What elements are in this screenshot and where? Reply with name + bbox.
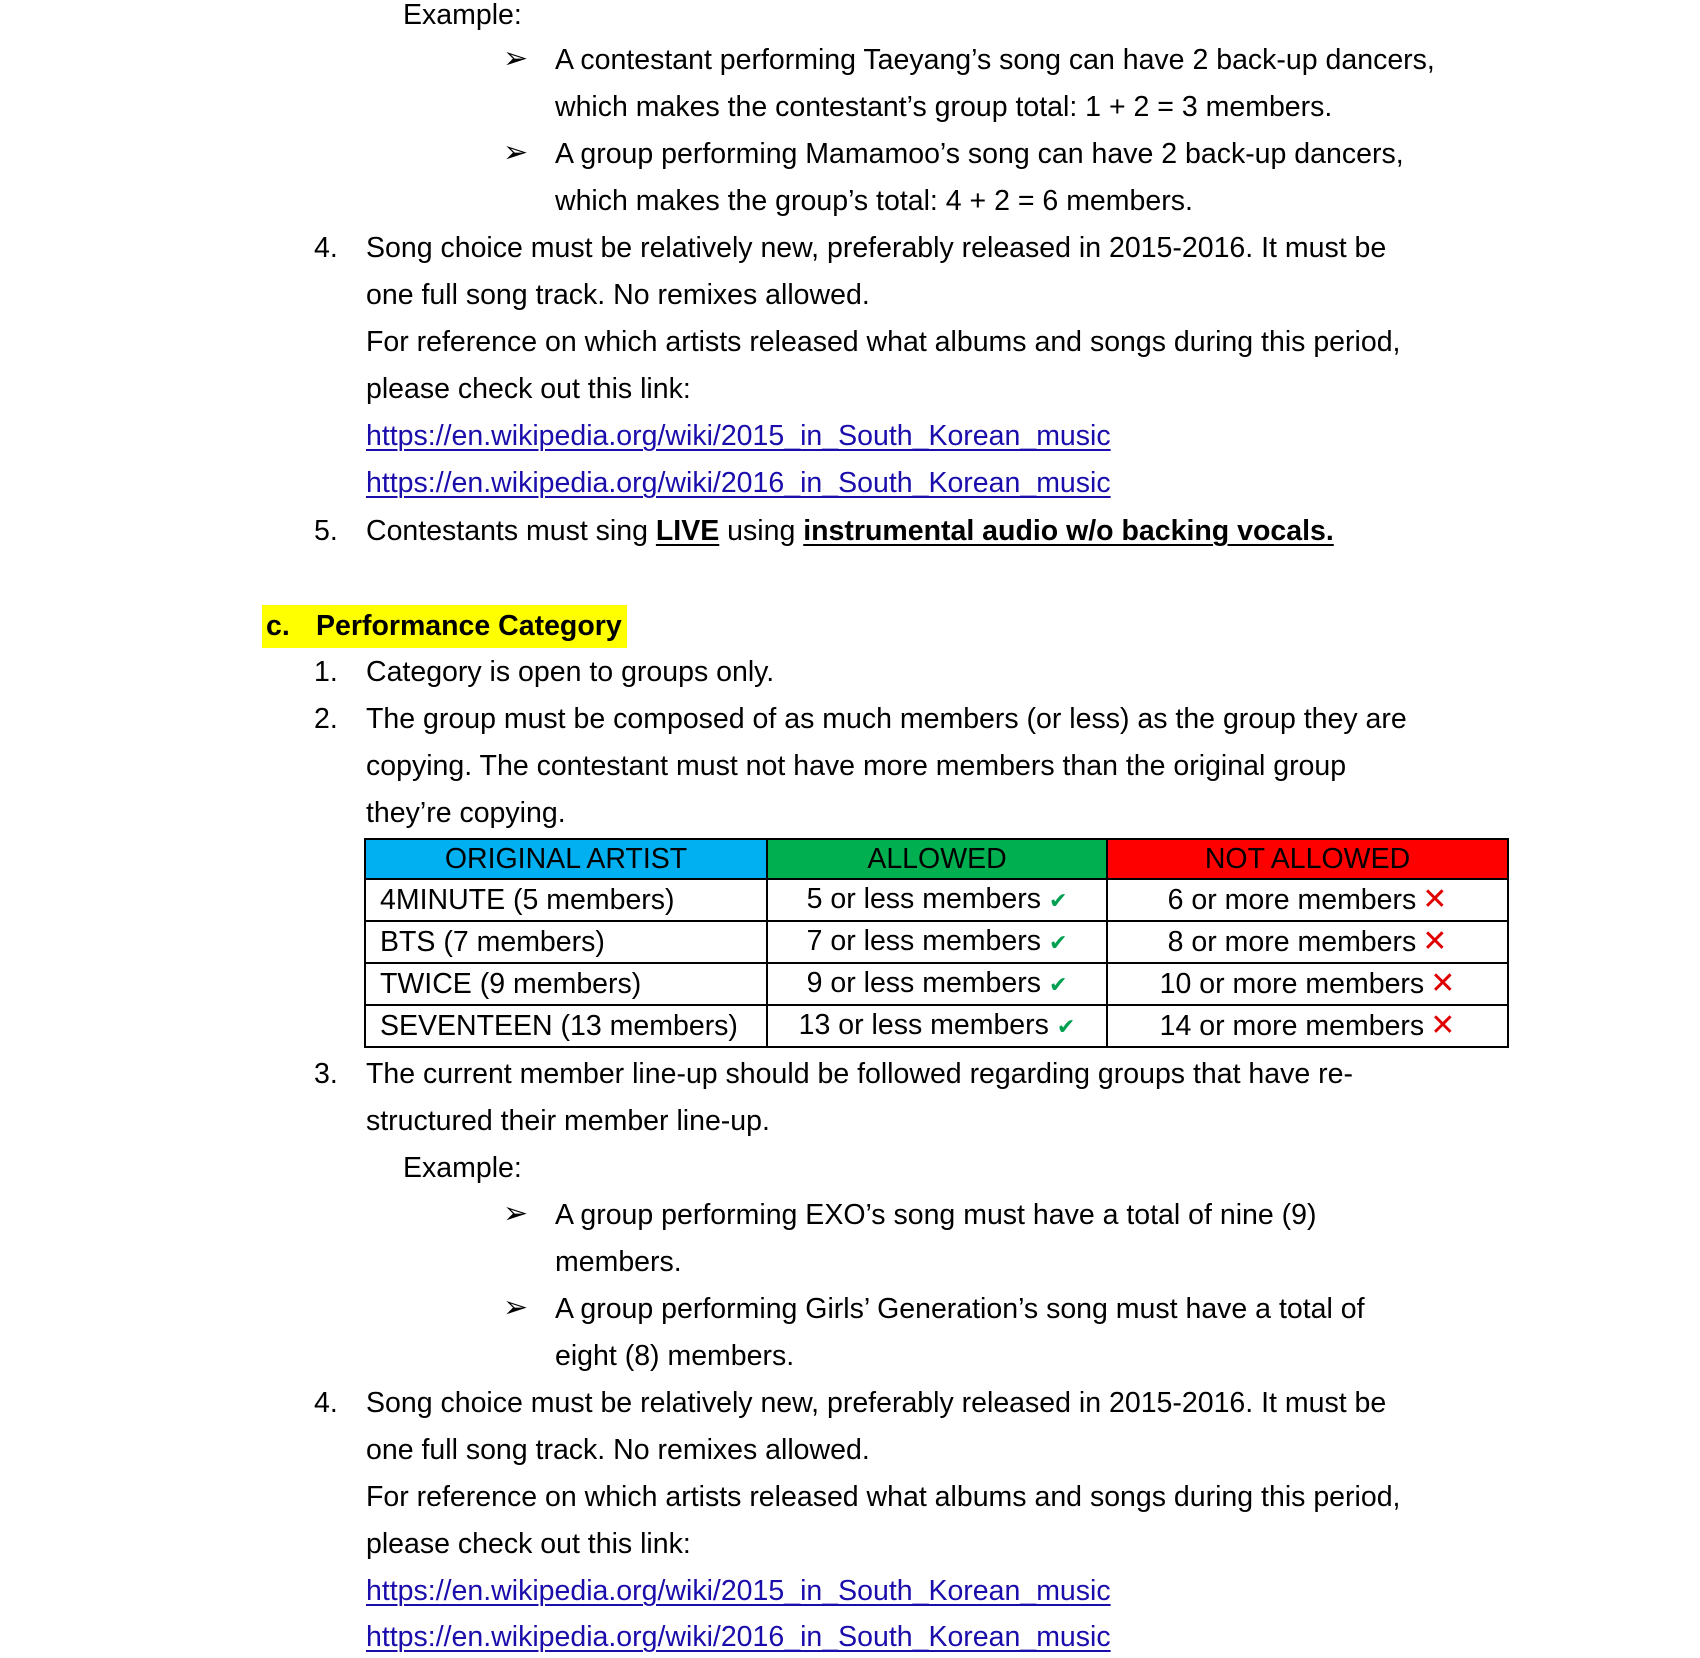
bullet-arrow-icon: ➢ [503, 1197, 529, 1230]
table-row [365, 1005, 1508, 1047]
check-icon: ✔ [1048, 930, 1068, 955]
allowed-cell [767, 1005, 1107, 1047]
allowed-text: 5 or less members [806, 883, 1041, 915]
check-icon: ✔ [1048, 972, 1068, 997]
not-allowed-text: 6 or more members [1167, 884, 1417, 916]
bullet-text: which makes the group’s total: 4 + 2 = 6 members. [555, 185, 1193, 217]
item5-pre: Contestants must sing [366, 515, 648, 547]
list-item-text: structured their member line-up. [366, 1105, 770, 1137]
list-item-text: they’re copying. [366, 797, 566, 829]
bullet-arrow-icon: ➢ [503, 42, 529, 75]
list-item-text: The current member line-up should be followed regarding groups that have re- [366, 1058, 1353, 1090]
allowed-cell [767, 921, 1107, 963]
not-allowed-text: 14 or more members [1159, 1010, 1425, 1042]
not-allowed-cell [1107, 879, 1508, 921]
artist-cell: BTS (7 members) [365, 921, 767, 963]
list-item-text: please check out this link: [366, 373, 691, 405]
list-item-text: copying. The contestant must not have more members than the original group [366, 750, 1347, 782]
cross-icon: ✕ [1422, 883, 1448, 916]
live-emphasis: LIVE [655, 515, 720, 547]
bullet-text: A group performing Girls’ Generation’s song must have a total of [555, 1293, 1365, 1325]
list-item-text: Song choice must be relatively new, preferably released in 2015-2016. It must be [366, 1387, 1387, 1419]
allowed-cell [767, 879, 1107, 921]
not-allowed-cell [1107, 921, 1508, 963]
wiki-link-2015[interactable]: https://en.wikipedia.org/wiki/2015_in_South_Korean_music [366, 1575, 1111, 1607]
artist-cell: TWICE (9 members) [365, 963, 767, 1005]
bullet-text: eight (8) members. [555, 1340, 795, 1372]
header-not-allowed: NOT ALLOWED [1107, 839, 1508, 879]
wiki-link-2016[interactable]: https://en.wikipedia.org/wiki/2016_in_South_Korean_music [366, 1621, 1111, 1653]
list-item-text: one full song track. No remixes allowed. [366, 279, 870, 311]
list-item-text: please check out this link: [366, 1528, 691, 1560]
allowed-text: 7 or less members [806, 925, 1041, 957]
wiki-link-2015[interactable]: https://en.wikipedia.org/wiki/2015_in_South_Korean_music [366, 420, 1111, 452]
bullet-arrow-icon: ➢ [503, 136, 529, 169]
list-item-text: Song choice must be relatively new, preferably released in 2015-2016. It must be [366, 232, 1387, 264]
bullet-text: A group performing Mamamoo’s song can have 2 back-up dancers, [555, 138, 1404, 170]
section-heading [262, 605, 627, 648]
instrumental-emphasis: instrumental audio w/o backing vocals. [803, 515, 1334, 547]
list-number: 4. [314, 232, 338, 264]
bullet-text: A group performing EXO’s song must have a total of nine (9) [555, 1199, 1317, 1231]
list-number: 4. [314, 1387, 338, 1419]
list-number: 2. [314, 703, 338, 735]
section-letter: c. [266, 610, 290, 642]
not-allowed-cell [1107, 1005, 1508, 1047]
header-allowed: ALLOWED [767, 839, 1107, 879]
list-item-text: The group must be composed of as much members (or less) as the group they are [366, 703, 1407, 735]
cross-icon: ✕ [1430, 967, 1456, 1000]
table-row [365, 963, 1508, 1005]
table-row [365, 921, 1508, 963]
not-allowed-cell [1107, 963, 1508, 1005]
item5-mid: using [727, 515, 796, 547]
list-number: 3. [314, 1058, 338, 1090]
example-label: Example: [403, 1152, 522, 1184]
allowed-text: 13 or less members [798, 1009, 1049, 1041]
list-item-text: one full song track. No remixes allowed. [366, 1434, 870, 1466]
bullet-text: which makes the contestant’s group total: 1 + 2 = 3 members. [555, 91, 1333, 123]
cross-icon: ✕ [1430, 1009, 1456, 1042]
list-number: 1. [314, 656, 338, 688]
list-number: 5. [314, 515, 338, 547]
allowed-cell [767, 963, 1107, 1005]
list-item-text [366, 514, 1334, 548]
allowed-text: 9 or less members [806, 967, 1041, 999]
member-limits-table [364, 838, 1509, 1048]
bullet-text: members. [555, 1246, 682, 1278]
bullet-text: A contestant performing Taeyang’s song can have 2 back-up dancers, [555, 44, 1435, 76]
check-icon: ✔ [1056, 1014, 1076, 1039]
artist-cell: SEVENTEEN (13 members) [365, 1005, 767, 1047]
header-original-artist: ORIGINAL ARTIST [365, 839, 767, 879]
table-row [365, 879, 1508, 921]
cross-icon: ✕ [1422, 925, 1448, 958]
check-icon: ✔ [1048, 888, 1068, 913]
bullet-arrow-icon: ➢ [503, 1291, 529, 1324]
list-item-text: For reference on which artists released what albums and songs during this period, [366, 326, 1401, 358]
table-header-row [365, 839, 1508, 879]
section-title: Performance Category [316, 610, 622, 642]
example-label: Example: [403, 0, 522, 31]
list-item-text: Category is open to groups only. [366, 656, 775, 688]
list-item-text: For reference on which artists released what albums and songs during this period, [366, 1481, 1401, 1513]
not-allowed-text: 8 or more members [1167, 926, 1417, 958]
not-allowed-text: 10 or more members [1159, 968, 1425, 1000]
artist-cell: 4MINUTE (5 members) [365, 879, 767, 921]
wiki-link-2016[interactable]: https://en.wikipedia.org/wiki/2016_in_South_Korean_music [366, 467, 1111, 499]
